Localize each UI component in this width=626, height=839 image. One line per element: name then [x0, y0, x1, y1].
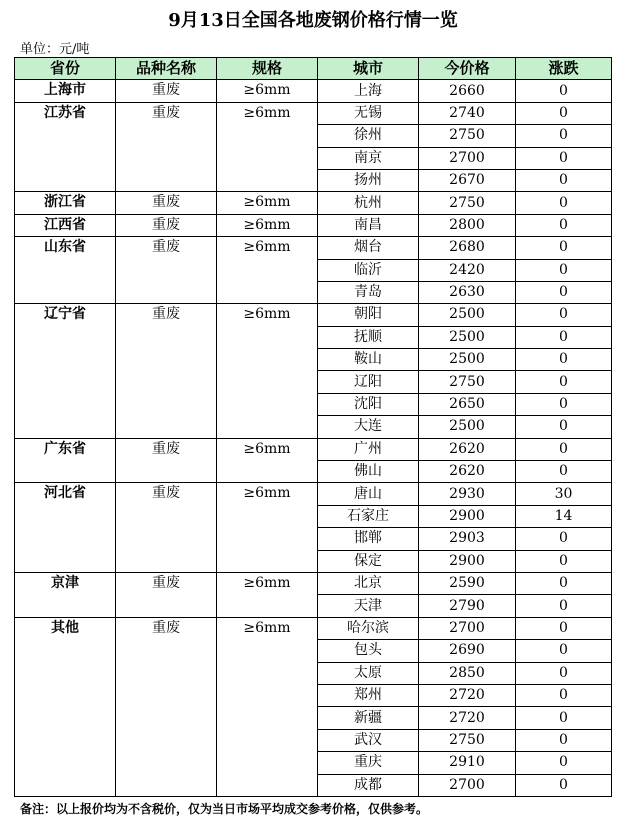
- spec-cell: ≥6mm: [217, 572, 318, 617]
- change-cell: 0: [516, 125, 612, 147]
- city-cell: 哈尔滨: [318, 617, 419, 639]
- variety-cell: 重废: [116, 192, 217, 214]
- change-cell: 0: [516, 349, 612, 371]
- header-spec: 规格: [217, 58, 318, 80]
- spec-cell: ≥6mm: [217, 483, 318, 573]
- change-cell: 30: [516, 483, 612, 505]
- city-cell: 郑州: [318, 684, 419, 706]
- price-cell: 2850: [419, 662, 516, 684]
- change-cell: 0: [516, 169, 612, 191]
- header-city: 城市: [318, 58, 419, 80]
- change-cell: 0: [516, 237, 612, 259]
- change-cell: 0: [516, 416, 612, 438]
- table-row: [15, 237, 612, 259]
- price-cell: 2750: [419, 192, 516, 214]
- price-cell: 2670: [419, 169, 516, 191]
- price-cell: 2700: [419, 147, 516, 169]
- change-cell: 0: [516, 304, 612, 326]
- city-cell: 上海: [318, 80, 419, 102]
- province-cell: 浙江省: [15, 192, 116, 214]
- header-price: 今价格: [419, 58, 516, 80]
- price-cell: 2500: [419, 349, 516, 371]
- table-row: [15, 304, 612, 326]
- price-cell: 2910: [419, 752, 516, 774]
- city-cell: 石家庄: [318, 505, 419, 527]
- change-cell: 0: [516, 528, 612, 550]
- price-cell: 2800: [419, 214, 516, 236]
- spec-cell: ≥6mm: [217, 438, 318, 483]
- city-cell: 太原: [318, 662, 419, 684]
- province-cell: 山东省: [15, 237, 116, 304]
- unit-label: 单位：元/吨: [20, 42, 90, 57]
- change-cell: 0: [516, 640, 612, 662]
- change-cell: 0: [516, 192, 612, 214]
- header-change: 涨跌: [516, 58, 612, 80]
- city-cell: 邯郸: [318, 528, 419, 550]
- city-cell: 大连: [318, 416, 419, 438]
- price-cell: 2590: [419, 572, 516, 594]
- city-cell: 天津: [318, 595, 419, 617]
- variety-cell: 重废: [116, 237, 217, 304]
- spec-cell: ≥6mm: [217, 237, 318, 304]
- city-cell: 北京: [318, 572, 419, 594]
- city-cell: 辽阳: [318, 371, 419, 393]
- table-header-row: [15, 58, 612, 80]
- spec-cell: ≥6mm: [217, 80, 318, 102]
- variety-cell: 重废: [116, 483, 217, 573]
- change-cell: 0: [516, 617, 612, 639]
- city-cell: 徐州: [318, 125, 419, 147]
- price-cell: 2620: [419, 461, 516, 483]
- spec-cell: ≥6mm: [217, 102, 318, 192]
- city-cell: 南京: [318, 147, 419, 169]
- change-cell: 0: [516, 393, 612, 415]
- city-cell: 佛山: [318, 461, 419, 483]
- price-cell: 2750: [419, 371, 516, 393]
- price-cell: 2700: [419, 617, 516, 639]
- change-cell: 0: [516, 752, 612, 774]
- change-cell: 0: [516, 438, 612, 460]
- province-cell: 京津: [15, 572, 116, 617]
- price-cell: 2500: [419, 326, 516, 348]
- city-cell: 无锡: [318, 102, 419, 124]
- province-cell: 江西省: [15, 214, 116, 236]
- city-cell: 武汉: [318, 729, 419, 751]
- city-cell: 临沂: [318, 259, 419, 281]
- city-cell: 沈阳: [318, 393, 419, 415]
- province-cell: 辽宁省: [15, 304, 116, 438]
- change-cell: 0: [516, 102, 612, 124]
- price-cell: 2900: [419, 505, 516, 527]
- variety-cell: 重废: [116, 617, 217, 796]
- table-row: [15, 192, 612, 214]
- province-cell: 上海市: [15, 80, 116, 102]
- price-cell: 2620: [419, 438, 516, 460]
- price-table: [14, 57, 612, 797]
- price-cell: 2630: [419, 281, 516, 303]
- change-cell: 0: [516, 729, 612, 751]
- change-cell: 0: [516, 147, 612, 169]
- variety-cell: 重废: [116, 102, 217, 192]
- variety-cell: 重废: [116, 572, 217, 617]
- table-row: [15, 572, 612, 594]
- city-cell: 南昌: [318, 214, 419, 236]
- spec-cell: ≥6mm: [217, 304, 318, 438]
- change-cell: 0: [516, 371, 612, 393]
- table-row: [15, 438, 612, 460]
- change-cell: 0: [516, 707, 612, 729]
- spec-cell: ≥6mm: [217, 214, 318, 236]
- price-cell: 2750: [419, 729, 516, 751]
- city-cell: 抚顺: [318, 326, 419, 348]
- price-cell: 2500: [419, 416, 516, 438]
- province-cell: 河北省: [15, 483, 116, 573]
- city-cell: 鞍山: [318, 349, 419, 371]
- header-variety: 品种名称: [116, 58, 217, 80]
- price-cell: 2790: [419, 595, 516, 617]
- city-cell: 烟台: [318, 237, 419, 259]
- price-cell: 2720: [419, 684, 516, 706]
- page-title: 9月13日全国各地废钢价格行情一览: [168, 10, 458, 31]
- price-cell: 2903: [419, 528, 516, 550]
- city-cell: 包头: [318, 640, 419, 662]
- change-cell: 0: [516, 684, 612, 706]
- change-cell: 0: [516, 572, 612, 594]
- price-cell: 2930: [419, 483, 516, 505]
- price-cell: 2720: [419, 707, 516, 729]
- spec-cell: ≥6mm: [217, 192, 318, 214]
- price-cell: 2690: [419, 640, 516, 662]
- price-cell: 2420: [419, 259, 516, 281]
- city-cell: 广州: [318, 438, 419, 460]
- change-cell: 0: [516, 550, 612, 572]
- variety-cell: 重废: [116, 304, 217, 438]
- city-cell: 成都: [318, 774, 419, 796]
- price-cell: 2900: [419, 550, 516, 572]
- table-body: [15, 80, 612, 797]
- price-cell: 2700: [419, 774, 516, 796]
- change-cell: 0: [516, 774, 612, 796]
- variety-cell: 重废: [116, 214, 217, 236]
- table-row: [15, 617, 612, 639]
- price-cell: 2500: [419, 304, 516, 326]
- city-cell: 青岛: [318, 281, 419, 303]
- change-cell: 0: [516, 80, 612, 102]
- table-row: [15, 483, 612, 505]
- table-row: [15, 102, 612, 124]
- price-cell: 2660: [419, 80, 516, 102]
- change-cell: 0: [516, 662, 612, 684]
- province-cell: 其他: [15, 617, 116, 796]
- city-cell: 杭州: [318, 192, 419, 214]
- price-cell: 2740: [419, 102, 516, 124]
- province-cell: 江苏省: [15, 102, 116, 192]
- price-cell: 2650: [419, 393, 516, 415]
- city-cell: 扬州: [318, 169, 419, 191]
- header-province: 省份: [15, 58, 116, 80]
- table-row: [15, 214, 612, 236]
- change-cell: 0: [516, 461, 612, 483]
- spec-cell: ≥6mm: [217, 617, 318, 796]
- variety-cell: 重废: [116, 80, 217, 102]
- city-cell: 保定: [318, 550, 419, 572]
- province-cell: 广东省: [15, 438, 116, 483]
- change-cell: 0: [516, 326, 612, 348]
- variety-cell: 重废: [116, 438, 217, 483]
- city-cell: 朝阳: [318, 304, 419, 326]
- change-cell: 0: [516, 595, 612, 617]
- table-row: [15, 80, 612, 102]
- price-cell: 2750: [419, 125, 516, 147]
- change-cell: 0: [516, 259, 612, 281]
- city-cell: 唐山: [318, 483, 419, 505]
- price-cell: 2680: [419, 237, 516, 259]
- city-cell: 重庆: [318, 752, 419, 774]
- city-cell: 新疆: [318, 707, 419, 729]
- footnote: 备注：以上报价均为不含税价，仅为当日市场平均成交参考价格，仅供参考。: [20, 802, 429, 816]
- change-cell: 0: [516, 281, 612, 303]
- change-cell: 14: [516, 505, 612, 527]
- change-cell: 0: [516, 214, 612, 236]
